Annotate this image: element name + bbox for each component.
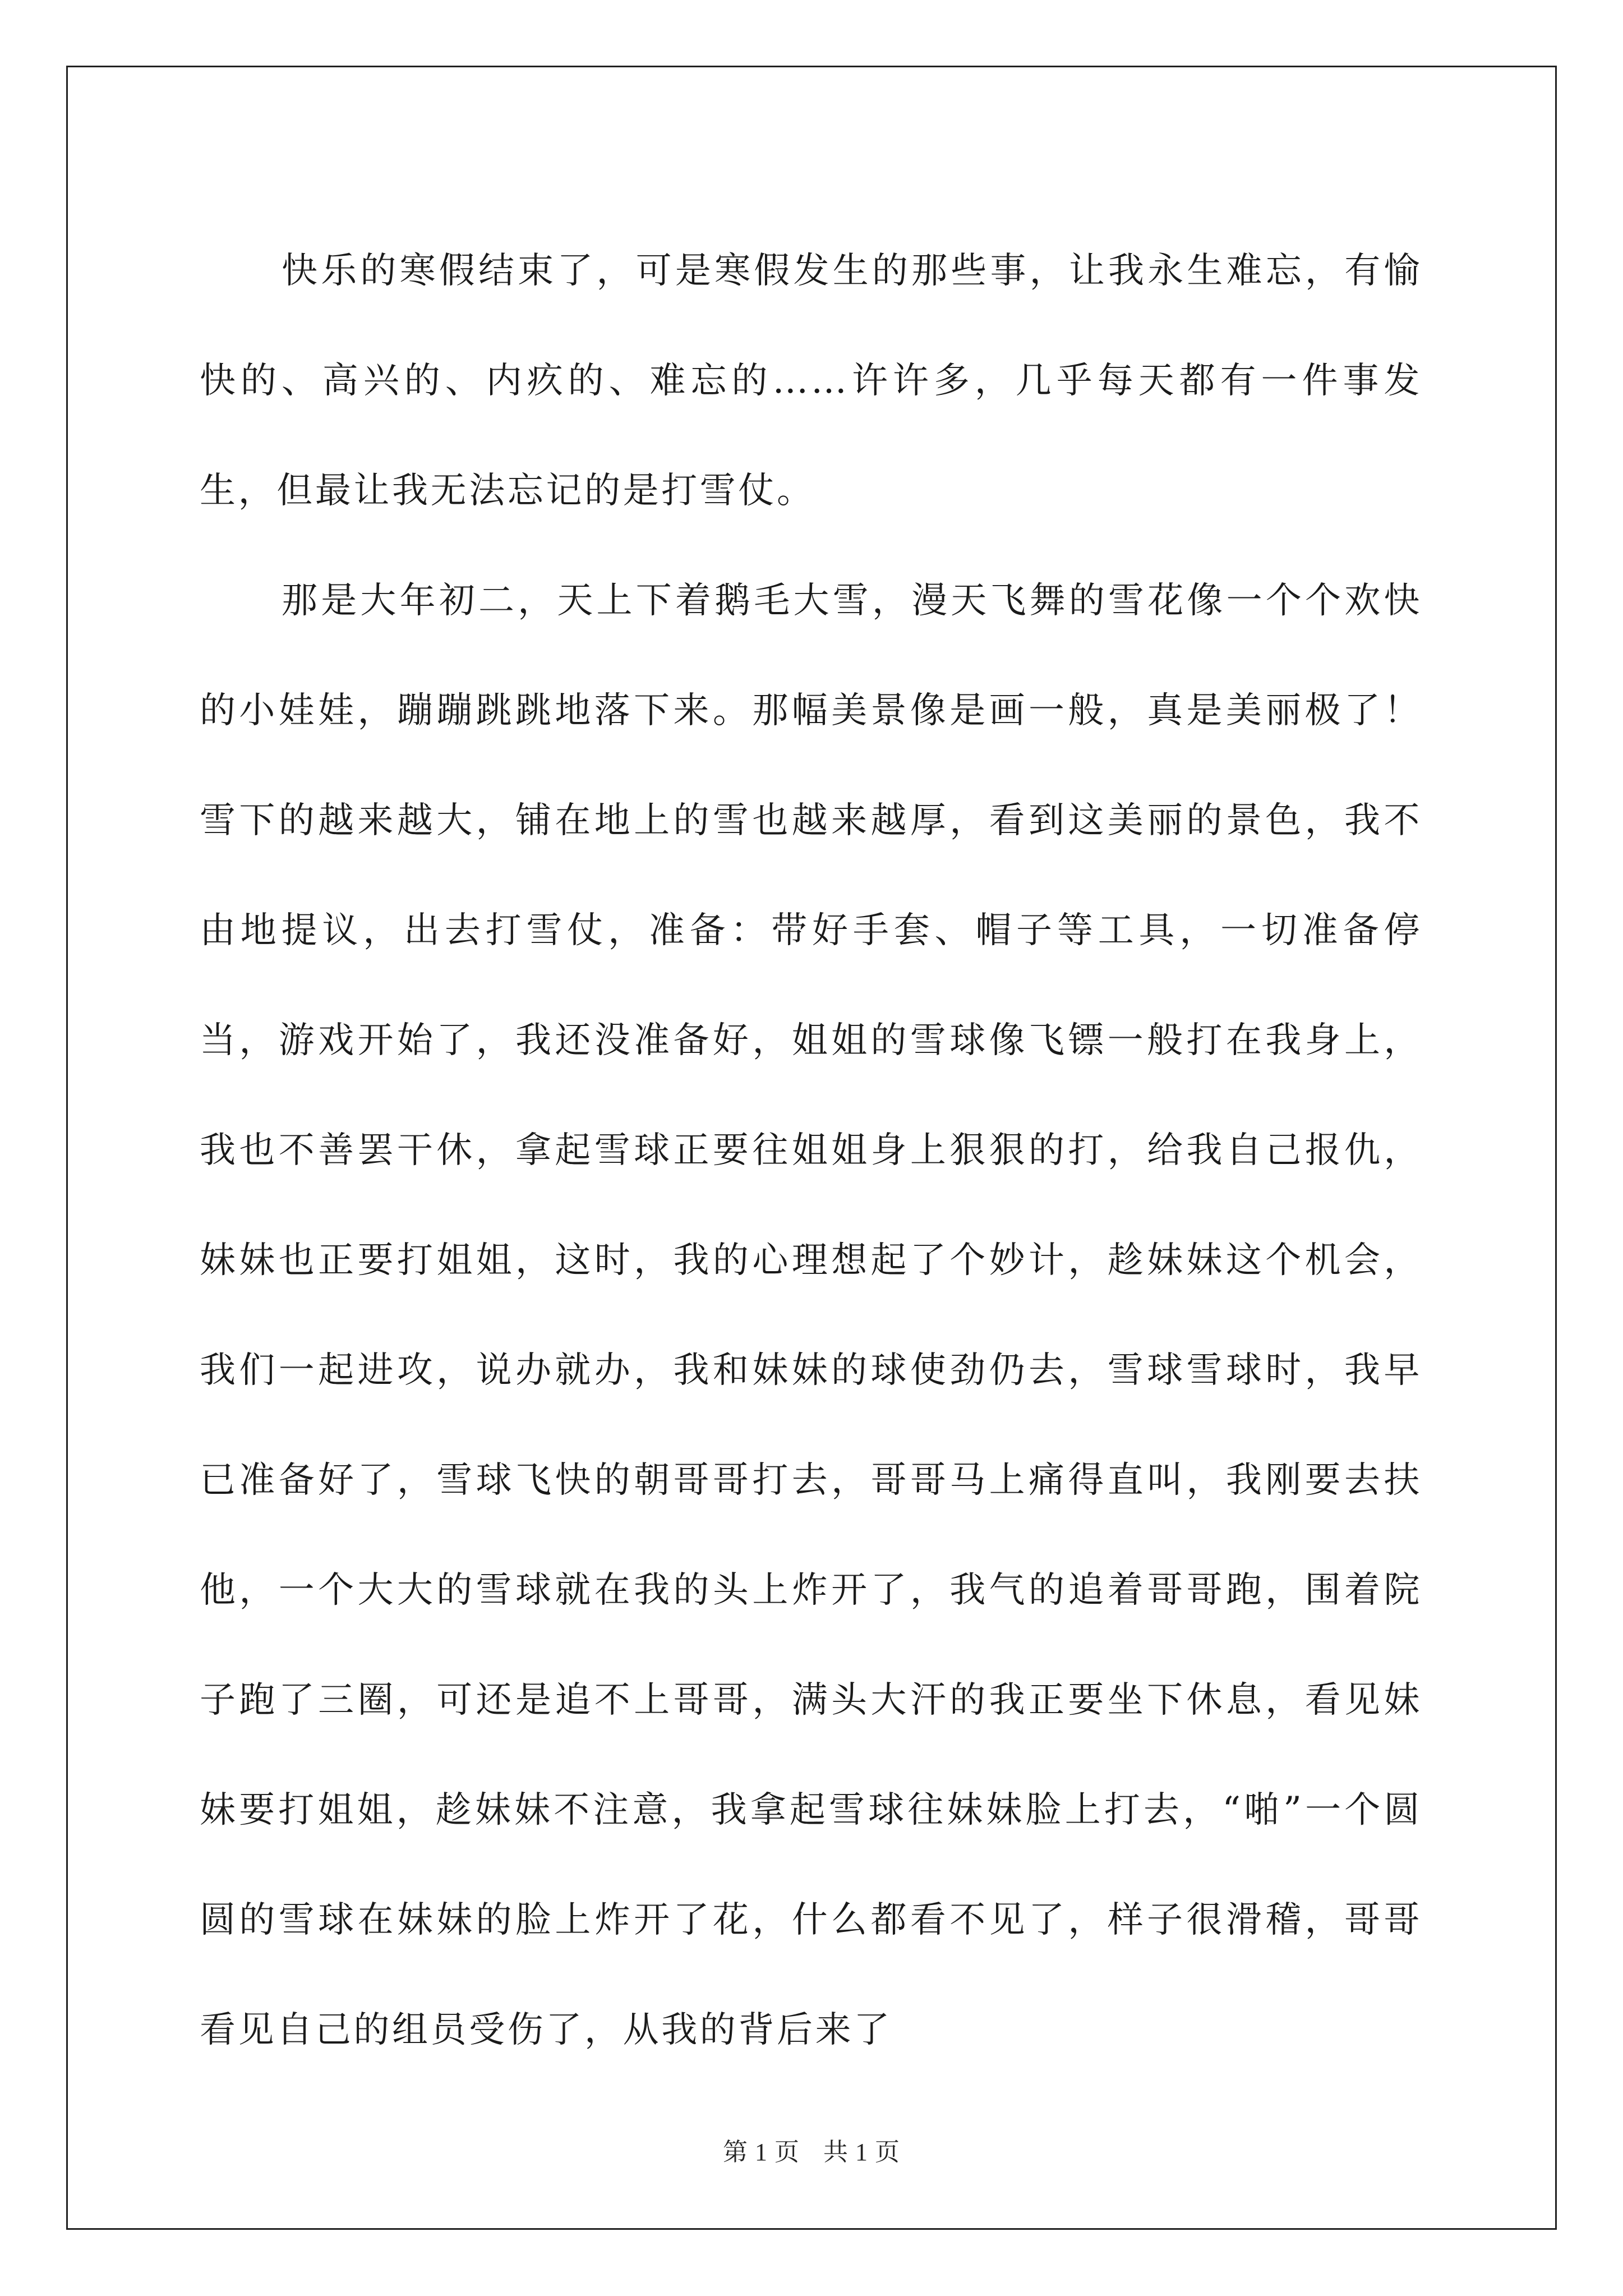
page-footer — [0, 2132, 1623, 2168]
page-number: 第 1 页 — [723, 2138, 800, 2166]
page-total: 共 1 页 — [823, 2138, 900, 2166]
document-body — [200, 216, 1422, 2085]
paragraph-2: 那是大年初二，天上下着鹅毛大雪，漫天飞舞的雪花像一个个欢快的小娃娃，蹦蹦跳跳地落下来。那幅美景像是画一般，真是美丽极了！雪下的越来越大，铺在地上的雪也越来越厚，看到这美丽的景色，我不由地提议，出去打雪仗，准备：带好手套、帽子等工具，一切准备停当，游戏开始了，我还没准备好，姐姐的雪球像飞镖一般打在我身上，我也不善罢干休，拿起雪球正要往姐姐身上狠狠的打，给我自己报仇，妹妹也正要打姐姐，这时，我的心理想起了个妙计，趁妹妹这个机会，我们一起进攻，说办就办，我和妹妹的球使劲仍去，雪球雪球时，我早已准备好了，雪球飞快的朝哥哥打去，哥哥马上痛得直叫，我刚要去扶他，一个大大的雪球就在我的头上炸开了，我气的追着哥哥跑，围着院子跑了三圈，可还是追不上哥哥，满头大汗的我正要坐下休息，看见妹妹要打姐姐，趁妹妹不注意，我拿起雪球往妹妹脸上打去，“啪”一个圆圆的雪球在妹妹的脸上炸开了花，什么都看不见了，样子很滑稽，哥哥看见自己的组员受伤了，从我的背后来了 — [200, 580, 1422, 2051]
paragraph-1: 快乐的寒假结束了，可是寒假发生的那些事，让我永生难忘，有愉快的、高兴的、内疚的、难忘的……许许多，几乎每天都有一件事发生，但最让我无法忘记的是打雪仗。 — [200, 250, 1422, 512]
